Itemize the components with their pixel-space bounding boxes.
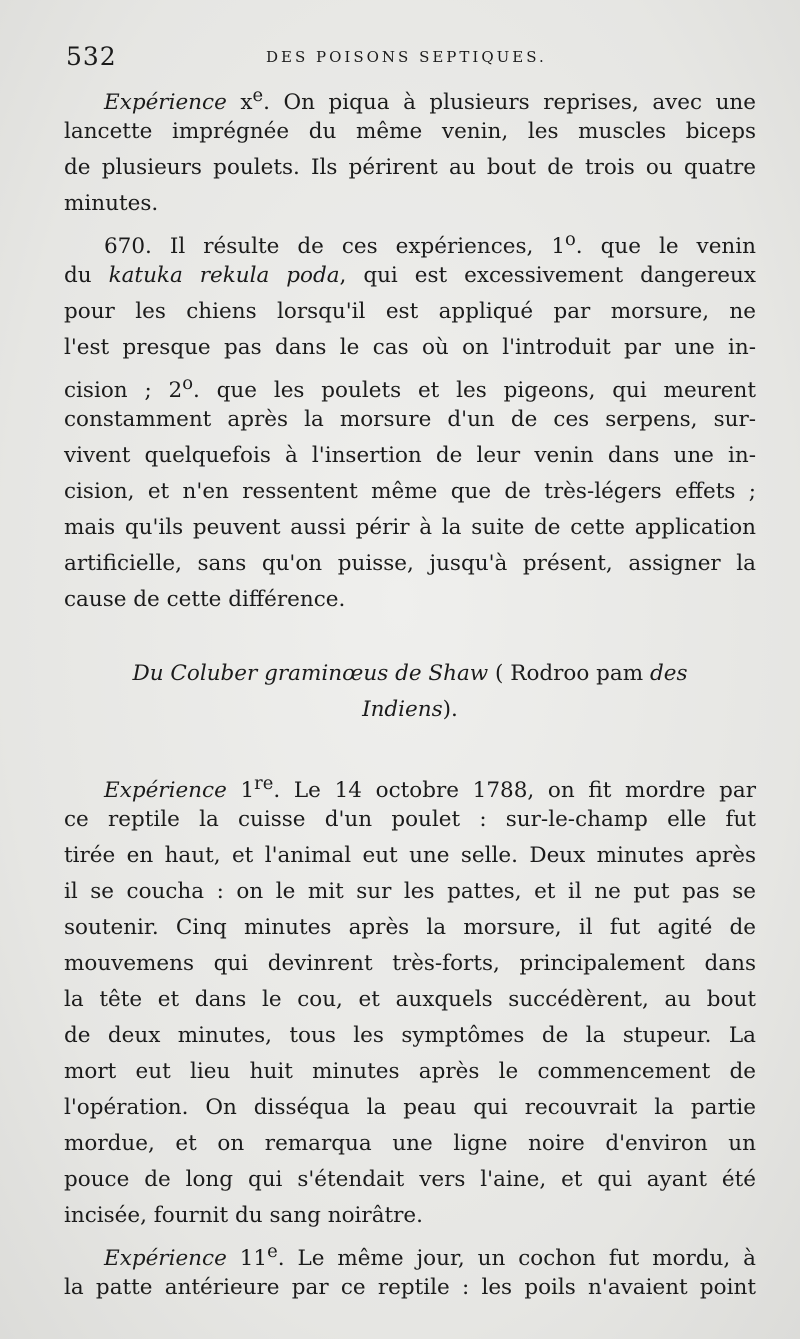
text-line: minutes. <box>64 191 159 216</box>
heading-line: Indiens). <box>362 697 458 722</box>
text-line: la tête et dans le cou, et auxquels succédèrent, au bout <box>64 987 756 1012</box>
text-line: l'opération. On disséqua la peau qui recouvrait la partie <box>64 1095 756 1120</box>
text-line: ce reptile la cuisse d'un poulet : sur-le-champ elle fut <box>64 807 756 832</box>
text-line: l'est presque pas dans le cas où on l'introduit par une in- <box>64 335 756 360</box>
text-line: du katuka rekula poda, qui est excessivement dangereux <box>64 263 756 288</box>
text-line: mouvemens qui devinrent très-forts, principalement dans <box>64 951 756 976</box>
paragraph-experience-10 <box>64 78 756 222</box>
text-line: artificielle, sans qu'on puisse, jusqu'à présent, assigner la <box>64 551 756 576</box>
text-line: constamment après la morsure d'un de ces serpens, sur- <box>64 407 756 432</box>
text-line: cause de cette différence. <box>64 587 346 612</box>
text-line: il se coucha : on le mit sur les pattes, et il ne put pas se <box>64 879 756 904</box>
section-gap <box>64 728 756 766</box>
text-line: Expérience 11e. Le même jour, un cochon fut mordu, à <box>104 1241 756 1272</box>
section-heading <box>64 656 756 728</box>
text-line: soutenir. Cinq minutes après la morsure, il fut agité de <box>64 915 756 940</box>
text-line: mais qu'ils peuvent aussi périr à la suite de cette application <box>64 515 756 540</box>
text-line: tirée en haut, et l'animal eut une selle. Deux minutes après <box>64 843 756 868</box>
page-number: 532 <box>66 42 117 71</box>
paragraph-experience-1 <box>64 766 756 1234</box>
paragraph-670 <box>64 222 756 618</box>
text-line: Expérience $x^e$. On piqua à plusieurs reprises, avec une <box>104 85 756 116</box>
text-line: mordue, et on remarqua une ligne noire d'environ un <box>64 1131 756 1156</box>
body-text <box>64 78 756 1306</box>
paragraph-experience-2 <box>64 1234 756 1306</box>
text-line: 670. Il résulte de ces expériences, 1$^o$. que le venin <box>104 229 756 260</box>
text-line: lancette imprégnée du même venin, les muscles biceps <box>64 119 756 144</box>
text-line: mort eut lieu huit minutes après le commencement de <box>64 1059 756 1084</box>
text-line: incisée, fournit du sang noirâtre. <box>64 1203 423 1228</box>
text-line: cision ; 2$^o$. que les poulets et les pigeons, qui meurent <box>64 373 757 404</box>
text-line: pouce de long qui s'étendait vers l'aine, et qui ayant été <box>64 1167 756 1192</box>
text-line: la patte antérieure par ce reptile : les poils n'avaient point <box>64 1275 756 1300</box>
heading-line: Du Coluber graminœus de Shaw ( Rodroo pam des <box>132 661 688 686</box>
page-header <box>66 38 756 78</box>
running-head: DES POISONS SEPTIQUES. <box>266 48 547 66</box>
text-line: Expérience 1re. Le 14 octobre 1788, on fit mordre par <box>104 773 756 804</box>
text-line: pour les chiens lorsqu'il est appliqué par morsure, ne <box>64 299 756 324</box>
section-gap <box>64 618 756 656</box>
text-line: de deux minutes, tous les symptômes de la stupeur. La <box>64 1023 756 1048</box>
text-line: vivent quelquefois à l'insertion de leur venin dans une in- <box>64 443 756 468</box>
text-line: cision, et n'en ressentent même que de très-légers effets ; <box>64 479 756 504</box>
text-line: de plusieurs poulets. Ils périrent au bout de trois ou quatre <box>64 155 756 180</box>
